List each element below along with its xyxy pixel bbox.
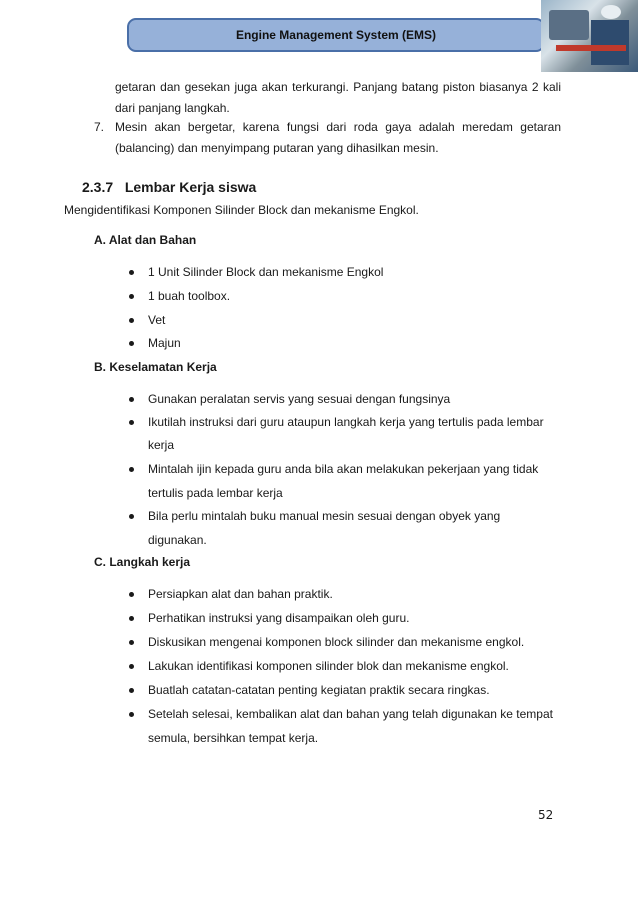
list-item: Diskusikan mengenai komponen block silinder dan mekanisme engkol.	[148, 635, 525, 649]
header-engine-photo	[541, 0, 638, 72]
list-item: Setelah selesai, kembalikan alat dan bahan yang telah digunakan ke tempat	[148, 707, 553, 721]
item-7-line-1: Mesin akan bergetar, karena fungsi dari roda gaya adalah meredam getaran	[115, 120, 561, 134]
bullet-dot	[129, 688, 134, 693]
bullet-dot	[129, 397, 134, 402]
list-item-continuation: kerja	[148, 438, 175, 452]
list-item: Majun	[148, 336, 181, 350]
list-item: Perhatikan instruksi yang disampaikan oleh guru.	[148, 611, 410, 625]
list-item: Mintalah ijin kepada guru anda bila akan melakukan pekerjaan yang tidak	[148, 462, 539, 476]
part-b-heading: B. Keselamatan Kerja	[94, 360, 217, 374]
page-number: 52	[538, 808, 554, 822]
intro-line-2: dari panjang langkah.	[115, 101, 230, 115]
section-title: Lembar Kerja siswa	[124, 179, 257, 195]
bullet-dot	[129, 664, 134, 669]
bullet-dot	[129, 616, 134, 621]
list-item: Gunakan peralatan servis yang sesuai dengan fungsinya	[148, 392, 451, 406]
section-subtitle: Mengidentifikasi Komponen Silinder Block dan mekanisme Engkol.	[64, 203, 419, 217]
item-7-line-2: (balancing) dan menyimpang putaran yang dihasilkan mesin.	[115, 141, 439, 155]
section-number: 2.3.7	[82, 179, 114, 195]
bullet-dot	[129, 640, 134, 645]
list-item: 1 Unit Silinder Block dan mekanisme Engkol	[148, 265, 384, 279]
list-item-continuation: digunakan.	[148, 533, 207, 547]
list-item: 1 buah toolbox.	[148, 289, 231, 303]
intro-line-1: getaran dan gesekan juga akan terkurangi. Panjang batang piston biasanya 2 kali	[115, 80, 561, 94]
header-banner	[127, 18, 545, 52]
bullet-dot	[129, 467, 134, 472]
list-item: Persiapkan alat dan bahan praktik.	[148, 587, 333, 601]
bullet-dot	[129, 514, 134, 519]
item-7-number: 7.	[94, 120, 105, 134]
section-heading	[82, 179, 256, 195]
list-item-continuation: tertulis pada lembar kerja	[148, 486, 283, 500]
bullet-dot	[129, 294, 134, 299]
list-item: Ikutilah instruksi dari guru ataupun langkah kerja yang tertulis pada lembar	[148, 415, 544, 429]
list-item: Vet	[148, 313, 166, 327]
list-item: Bila perlu mintalah buku manual mesin sesuai dengan obyek yang	[148, 509, 501, 523]
list-item: Lakukan identifikasi komponen silinder blok dan mekanisme engkol.	[148, 659, 509, 673]
bullet-dot	[129, 592, 134, 597]
list-item: Buatlah catatan-catatan penting kegiatan praktik secara ringkas.	[148, 683, 490, 697]
bullet-dot	[129, 270, 134, 275]
list-item-continuation: semula, bersihkan tempat kerja.	[148, 731, 319, 745]
part-c-heading: C. Langkah kerja	[94, 555, 191, 569]
header-title: Engine Management System (EMS)	[235, 28, 437, 42]
bullet-dot	[129, 420, 134, 425]
bullet-dot	[129, 341, 134, 346]
bullet-dot	[129, 318, 134, 323]
part-a-heading: A. Alat dan Bahan	[94, 233, 197, 247]
bullet-dot	[129, 712, 134, 717]
